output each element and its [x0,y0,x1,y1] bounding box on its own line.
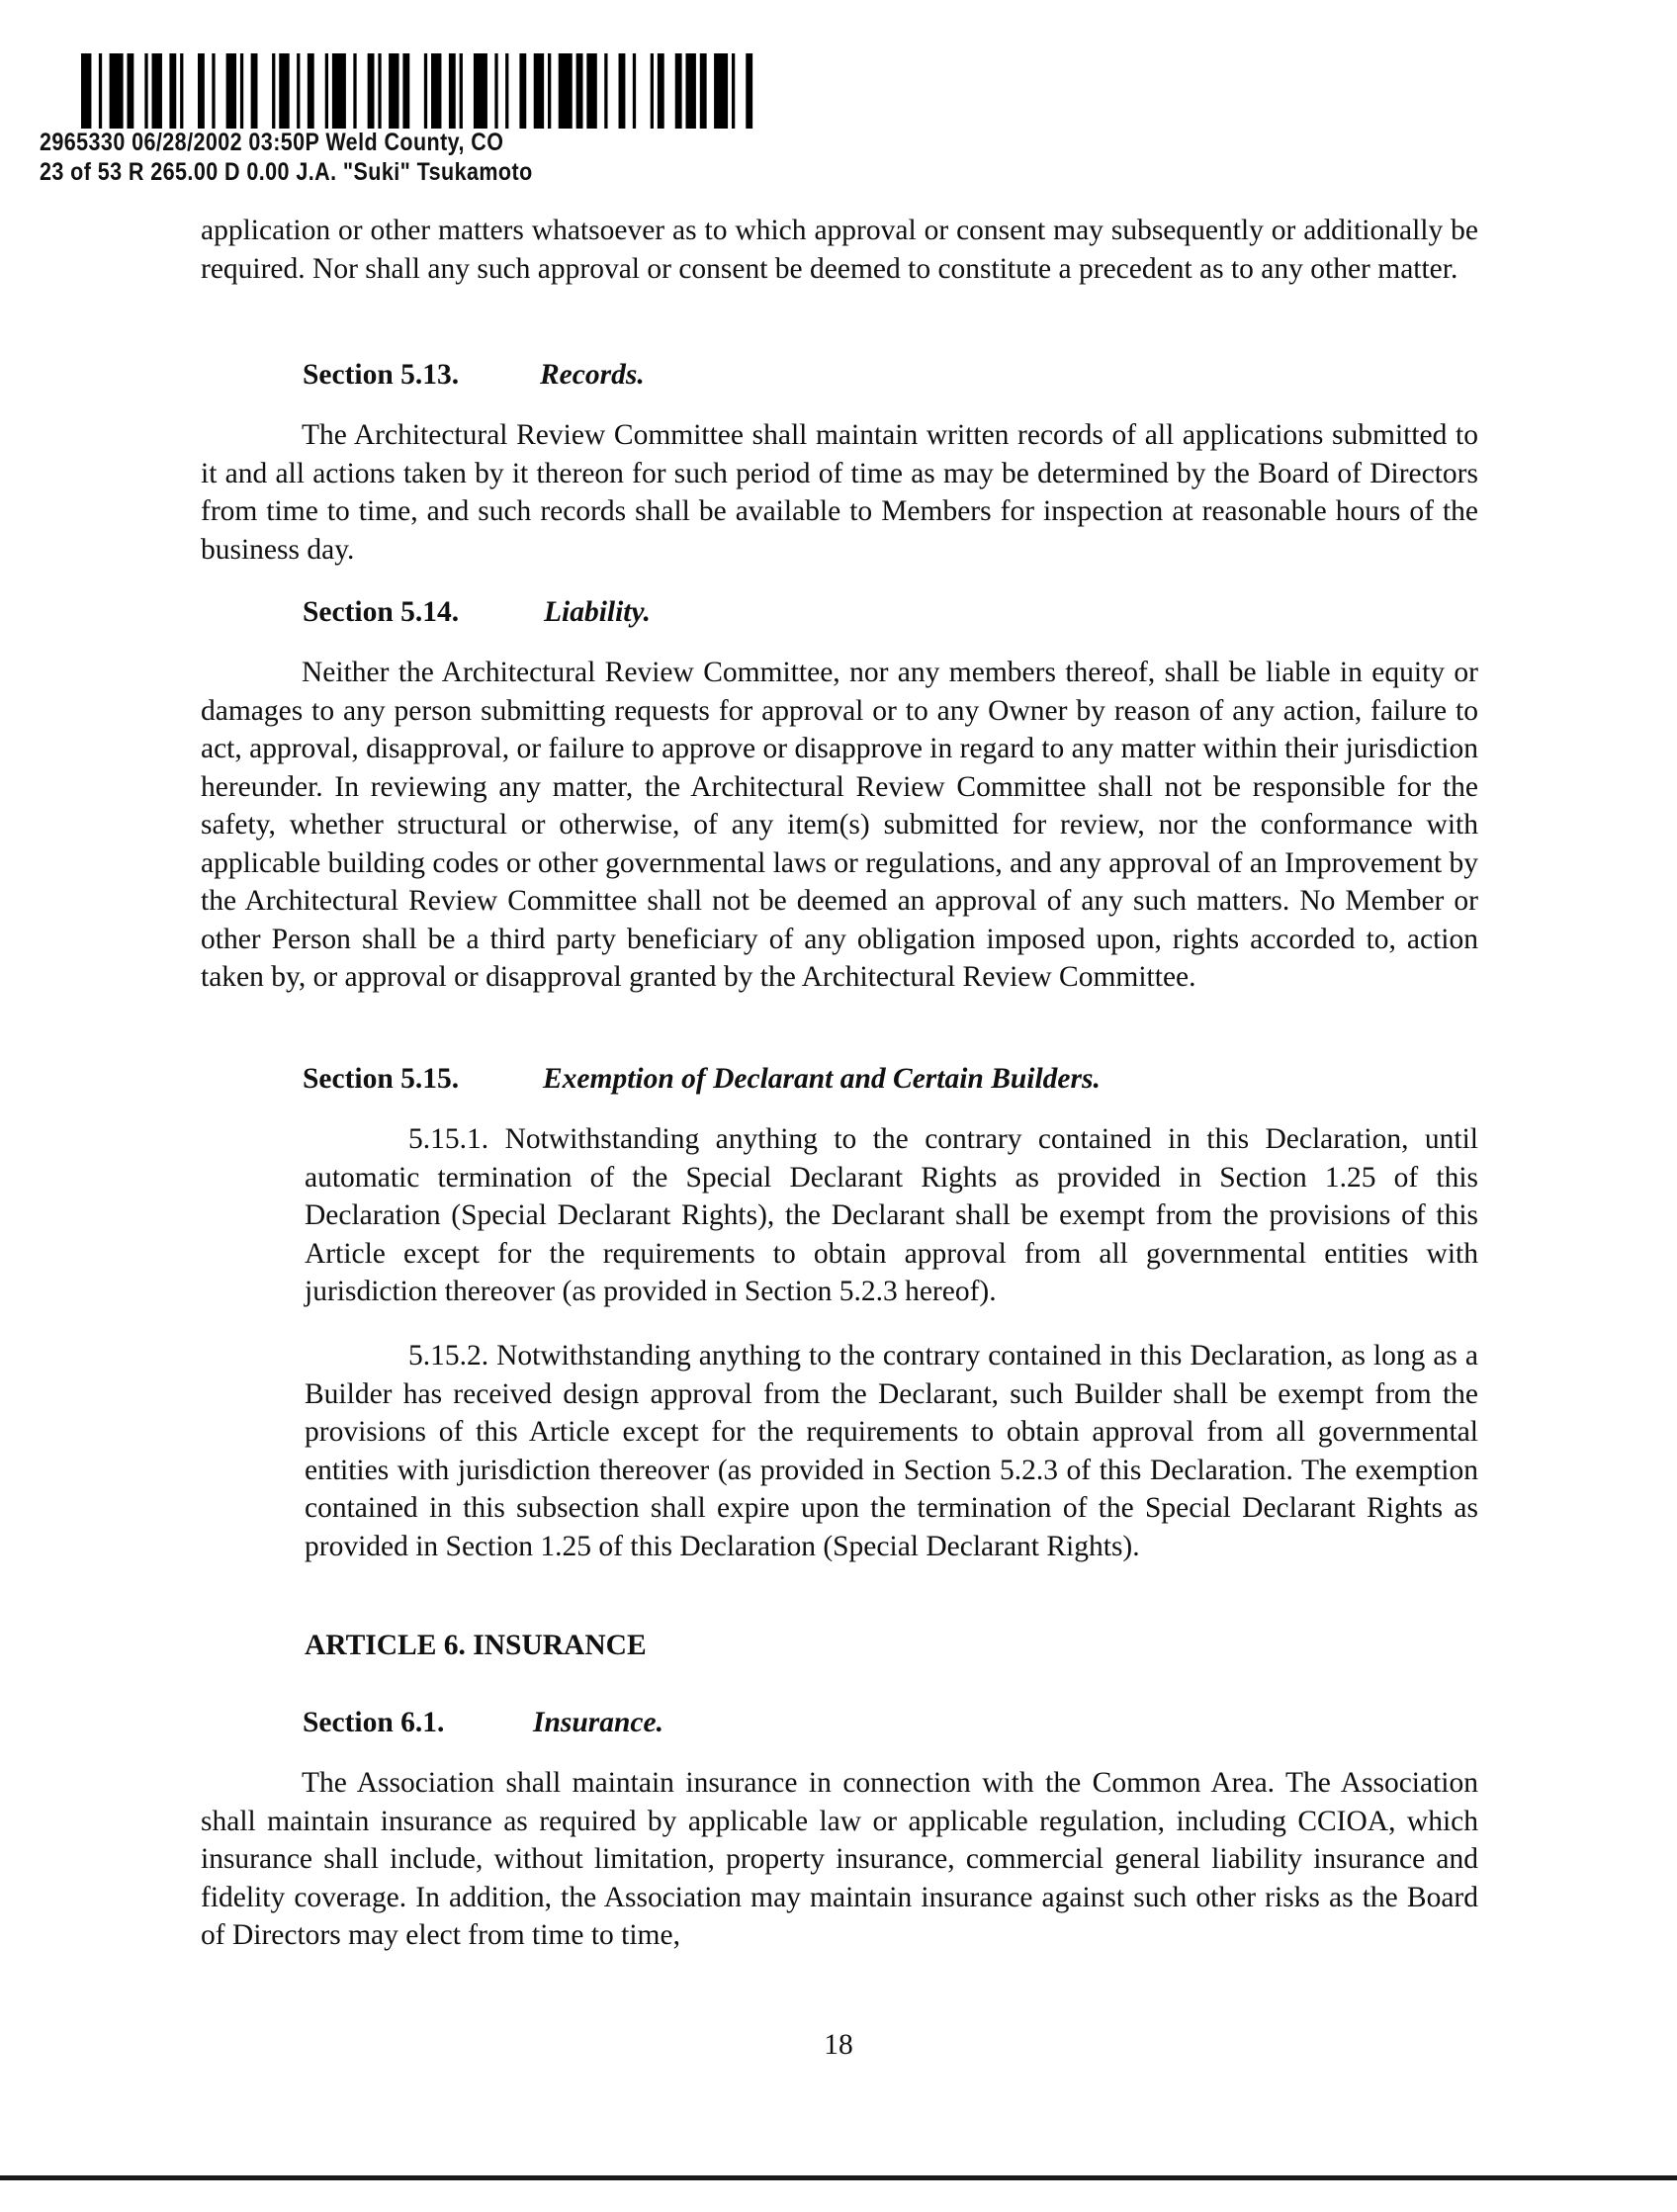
barcode-bar [389,53,398,129]
barcode-bar [651,53,654,129]
barcode-bar [700,53,707,129]
recording-barcode [81,53,756,129]
barcode-bar [325,53,328,129]
section-5-14-text: Neither the Architectural Review Committee, nor any members thereof, shall be liable in equity or damages to any person submitting requests for approval or to any Owner by reason of any action, failure to act, approval, disapproval, or failure to approve or disapprove in regard to any matter within their jurisdiction hereunder. In reviewing any matter, the Architectural Review Committee shall not be responsible for the safety, whether structural or otherwise, of any item(s) submitted for review, nor the conformance with applicable building codes or other governmental laws or regulations, and any approval of an Improvement by the Architectural Review Committee shall not be deemed an approval of any such matters. No Member or other Person shall be a third party beneficiary of any obligation imposed upon, rights accorded to, action taken by, or approval or disapproval granted by the Architectural Review Committee. [201,657,1478,993]
barcode-bar [198,53,205,129]
barcode-bar [169,53,176,129]
barcode-bar [99,53,102,129]
barcode-bar [474,53,487,129]
barcode-bar [152,53,162,129]
section-title: Exemption of Declarant and Certain Builders. [543,1063,1101,1095]
barcode-bar [675,53,682,129]
barcode-bar [658,53,664,129]
barcode-bar [559,53,573,129]
barcode-bar [279,53,289,129]
section-number: Section 6.1. [303,1707,445,1738]
section-6-1-text: The Association shall maintain insurance in connection with the Common Area. The Association shall maintain insurance as required by applicable law or applicable regulation, including CCIOA, which insurance shall include, without limitation, property insurance, commercial general liability insurance and fidelity coverage. In addition, the Association may maintain insurance against such other risks as the Board of Directors may elect from time to time, [201,1767,1478,1951]
barcode-bar [308,53,314,129]
barcode-bar [272,53,275,129]
bottom-scan-edge-rule [0,2175,1677,2180]
barcode-bar [519,53,526,129]
section-title: Records. [540,359,645,391]
barcode-bar [732,53,735,129]
barcode-bar [180,53,183,129]
recording-info-line-1: 2965330 06/28/2002 03:50P Weld County, CO [40,129,504,156]
barcode-bar [81,53,91,129]
barcode-bar [431,53,441,129]
continuation-paragraph: application or other matters whatsoever as to which approval or consent may subsequently or additionally be required. Nor shall any such approval or consent be deemed to constitute a precedent as to any other matter. [201,215,1478,285]
barcode-bar [226,53,236,129]
recording-info-line-2: 23 of 53 R 265.00 D 0.00 J.A. "Suki" Tsukamoto [40,158,533,186]
section-number: Section 5.15. [303,1063,460,1095]
section-5-15-2-text: 5.15.2. Notwithstanding anything to the contrary contained in this Declaration, as long as a Builder has received design approval from the Declarant, such Builder shall be exempt from the provisions of this Article except for the requirements to obtain approval from all governmental entities with jurisdiction thereover (as provided in Section 5.2.3 of this Declaration. The exemption contained in this subsection shall expire upon the termination of the Special Declarant Rights as provided in Section 1.25 of this Declaration (Special Declarant Rights). [305,1340,1478,1562]
barcode-bar [110,53,124,129]
section-number: Section 5.13. [303,359,460,391]
barcode-bar [353,53,356,129]
barcode-bar [505,53,508,129]
article-6-heading: ARTICLE 6. INSURANCE [305,1630,647,1661]
section-5-13-text: The Architectural Review Committee shall maintain written records of all applications submitted to it and all actions taken by it thereon for such period of time as may be determined by the Board of Directors from time to time, and such records shall be available to Members for inspection at reasonable hours of the business day. [201,419,1478,566]
barcode-bar [368,53,375,129]
barcode-bar [534,53,544,129]
barcode-bar [251,53,258,129]
section-5-15-heading [303,1063,1101,1096]
section-title: Liability. [544,596,651,628]
barcode-bar [144,53,147,129]
barcode-bar [127,53,133,129]
section-number: Section 5.14. [303,596,460,628]
section-6-1-heading [303,1707,663,1739]
barcode-bar [240,53,243,129]
barcode-bar [449,53,456,129]
barcode-bar [332,53,346,129]
barcode-bar [576,53,583,129]
barcode-bar [402,53,409,129]
barcode-bar [586,53,596,129]
page-number: 18 [824,2029,853,2061]
barcode-bar [297,53,300,129]
barcode-bar [714,53,728,129]
barcode-bar [460,53,463,129]
section-5-14-heading [303,596,651,629]
barcode-bar [378,53,381,129]
barcode-bar [746,53,752,129]
barcode-bar [633,53,636,129]
barcode-bar [548,53,551,129]
barcode-bar [212,53,215,129]
barcode-bar [685,53,695,129]
barcode-bar [424,53,427,129]
section-title: Insurance. [533,1707,663,1738]
section-5-13-heading [303,359,645,392]
section-5-15-1-text: 5.15.1. Notwithstanding anything to the contrary contained in this Declaration, until automatic termination of the Special Declarant Rights as provided in Section 1.25 of this Declaration (Special Declarant Rights), the Declarant shall be exempt from the provisions of this Article except for the requirements to obtain approval from all governmental entities with jurisdiction thereover (as provided in Section 5.2.3 hereof). [305,1123,1478,1307]
barcode-bar [604,53,607,129]
barcode-bar [619,53,626,129]
barcode-bar [494,53,497,129]
